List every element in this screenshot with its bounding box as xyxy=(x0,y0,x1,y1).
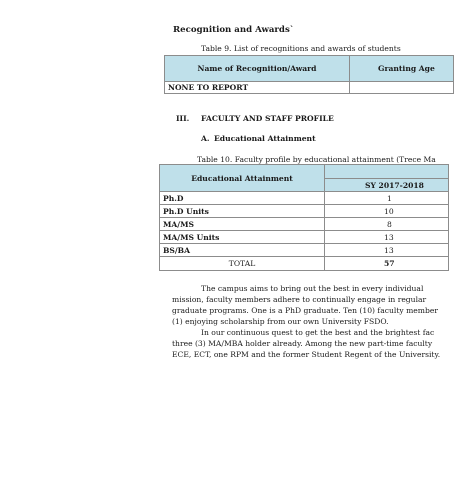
table9-row-agency xyxy=(350,82,454,94)
table10-row-value: 13 xyxy=(325,244,449,257)
paragraph-line: three (3) MA/MBA holder already. Among the new part-time faculty xyxy=(172,339,433,348)
paragraph-line: The campus aims to bring out the best in every individual xyxy=(201,284,424,293)
table10-header-group xyxy=(325,165,449,179)
table10-total-value: 57 xyxy=(325,257,449,271)
table10-header-attainment: Educational Attainment xyxy=(160,165,325,192)
table9-row-value: NONE TO REPORT xyxy=(165,82,350,94)
table10-total-label: TOTAL xyxy=(160,257,325,271)
paragraph-line: (1) enjoying scholarship from our own University FSDO. xyxy=(172,317,389,326)
paragraph-line: In our continuous quest to get the best and the brightest fac xyxy=(201,328,435,337)
table9-header-agency: Granting Age xyxy=(350,56,454,82)
paragraph-line: mission, faculty members adhere to continually engage in regular xyxy=(172,295,427,304)
table10-row-value: 8 xyxy=(325,218,449,231)
section3-title: FACULTY AND STAFF PROFILE xyxy=(201,114,334,123)
table10-row-label: MA/MS Units xyxy=(160,231,325,244)
table10-header-year: SY 2017-2018 xyxy=(325,179,449,192)
table10-row-label: Ph.D Units xyxy=(160,205,325,218)
table10-row-label: BS/BA xyxy=(160,244,325,257)
table10-row-value: 13 xyxy=(325,231,449,244)
paragraph-line: graduate programs. One is a PhD graduate. Ten (10) faculty member xyxy=(172,306,438,315)
table10-row-value: 1 xyxy=(325,192,449,205)
table9-header-name: Name of Recognition/Award xyxy=(165,56,350,82)
section-heading: Recognition and Awards` xyxy=(173,25,295,35)
table9-caption: Table 9. List of recognitions and awards of students xyxy=(201,44,401,53)
subsection-a-title: Educational Attainment xyxy=(214,134,316,143)
section3-number: III. xyxy=(176,114,190,123)
paragraph-line: ECE, ECT, one RPM and the former Student Regent of the University. xyxy=(172,350,441,359)
table10-row-label: MA/MS xyxy=(160,218,325,231)
table10-caption: Table 10. Faculty profile by educational attainment (Trece Ma xyxy=(197,155,436,164)
table10 xyxy=(159,164,449,271)
subsection-a-letter: A. xyxy=(201,134,210,143)
table10-row-label: Ph.D xyxy=(160,192,325,205)
table10-row-value: 10 xyxy=(325,205,449,218)
table9 xyxy=(164,55,454,94)
